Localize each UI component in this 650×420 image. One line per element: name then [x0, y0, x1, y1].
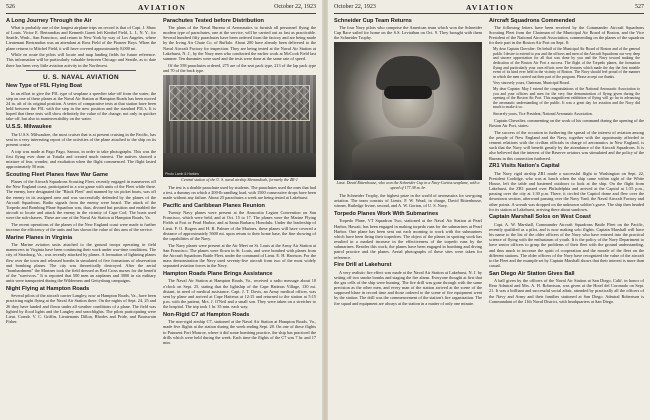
left-col2-top [163, 18, 316, 73]
page-number: 527 [635, 4, 644, 10]
paragraph: A trip was made at Pago Pago, Samoa, in order to take photographs. This was the first flying ever done at Tutuila and created much interest. The natives showed a mixture of fear, wonder, and exultation when the flight commenced. The flight lasted approximately 50 min. [6, 148, 156, 170]
page-number: 526 [6, 4, 15, 10]
article-heading: Non-Rigid C7 at Hampton Roads [163, 311, 250, 318]
article-heading: Aircraft Squadrons Commended [489, 17, 576, 24]
paragraph: The U.S.S. Milwaukee, the most cruiser that is at present cruising in the Pacific, has sent in a very interesting report of the activities of the plane attached to the ship on its present cruise. [6, 131, 156, 147]
paragraph: The test is a double parachute used by students. The parachutes used the ones that had a test, a dummy on which a 200-lb sandbag load, with 1500 consecutive drops have been made without any failure. About 25 parachutes a week are being tested at Lakehurst. [163, 184, 316, 201]
paragraph: A very realistic fire effect was made at the Naval Air Station at Lakehurst, N. J. by setting off two smoke bombs and staging the fire alarm. Everyone thought at first that the gas cells of the ship were burning. The fire drill was gone through with the same precision as the other men, and every man of the station arrived at the scene of the supposed blaze in record time and those ordered to the scene of fire equipment went by the station. The drill was the commencement of the station's fire organization. The fire squad and equipment are always at the station in a matter of only one minute. [334, 269, 482, 306]
article-heading: Hampton Roads Plane Brings Assistance [163, 270, 273, 277]
photo-caption: Lieut. David Rittenhouse, who won the Schneider Cup in a Navy-Curtiss seaplane, with a speed of 177.38 m. hr. [336, 180, 480, 191]
paragraph: In an effort to give the F5L type of seaplane a speedier take-off from the water, the step on one of these planes at the Naval Air Station at Hampton Roads has been moved 24 in. aft of its original position. A series of comparative tests at that station have been held between the F5L with the step in the new position and the standard F5L's. It is hoped that these tests will show definitely the value of the change, not only in quicker take-off, but also in maneuverability on the water. [6, 90, 156, 122]
quoted-letter: My dear Captain: May I extend the congratulations of the National Aeronautic Association to you and your officers and men for the very fine demonstration of flying given during the opening of the Boston Air Port. This magnificent exhibition of flying will go far in advancing the aeronautic understanding of the public. It was a great day for aviation and the Navy did much to make it so. [493, 87, 640, 110]
paragraph: While en route the pilots will locate and map landing fields for future reference. This information will be particularly valuable between Chicago and Seattle, as to date there has been very little aviation activity in the Northwest. [6, 52, 156, 68]
left-page [0, 0, 322, 420]
paragraph: The recent operations of the planes of the New England coast were made to further increase the efficiency of the units and has shown the value of this arm of the service. [6, 221, 156, 233]
masthead: AVIATION [466, 3, 515, 12]
paragraph: Torpedo Plane, VT Squadron Two, stationed at the Naval Air Station at Pearl Harbor, Hawaii, has been engaged in making torpedo runs for the submarines at Pearl Harbor. One plane has been sent out each morning to work with the submarines which have been firing their torpedoes. The object of the planes in spotting work has resulted in a marked increase in the effectiveness of the torpedo runs by the submarines. Besides this work, the planes have been engaged in bombing and diving patrol practice and the planes. Aerial photographs of these sites were taken for reference. [334, 218, 482, 260]
left-page-header [6, 3, 316, 14]
right-col1-top [334, 18, 482, 41]
article-heading: New Type of F5L Flying Boat [6, 83, 82, 90]
article-heading: A Long Journey Through the Air [6, 17, 92, 24]
paragraph: The following letters have been received by the Commander Aircraft Squadrons Scouting Fleet from the Chairman of the Municipal Air Board of Boston, and the Vice President of the National Aircraft Association, commending on the planes of the squadron for their part in the Boston Air Port on Sept. 8: [489, 24, 644, 46]
paragraph: The Marine aviation units attached to the ground troops operating in field maneuvers in Virginia have been continuing their work under war-time conditions. The city of Strasburg, Va., was recently attacked by planes. A formation of lightning planes flew over the town and released bombs in simulated of five formations of observation and bombing planes. The city was theoretically destroyed. After the aerial "bombardment" the Marines took the field dressed as Red Cross nurses for the benefit of the "survivors." It is reported that 500 men an airplanes and 3000 in six military units were transported during the Wilderness and Gettysburg campaigns. [6, 242, 156, 284]
article-heading: Parachutes Tested before Distribution [163, 17, 264, 24]
quoted-letter: My dear Captain Chevalier: On behalf of the Municipal Air Board of Boston and of the general public I desire to extend to you and the officers and men of the Aircraft Squadrons our very deep and sincere appreciation for all that was done by you and the Navy toward making the dedication of the Boston Air Port a success. The flight of the Torpedo planes, the formation flying and particularly your own efforts were the features which made the day the first notable event of its kind ever held in the vicinity of Boston. The Navy should feel proud of the manner in which the men carried out their part of the program. Please accept our thanks. [493, 47, 640, 79]
paragraph: A ball given by the officers of the Naval Air Station at San Diego, Calif. in honor of Rear Admiral and Mrs. A. H. Robertson, was given at the Hotel del Coronado on Sept. 21. It was a brilliant and successful social affair, attended by practically all the officers of the Navy and Army and their families stationed at San Diego. Admiral Robertson is Commandant of the 11th Naval District, with headquarters at San Diego. [489, 278, 644, 304]
photo-caption: Central station of the U. S. naval airship Shenandoah, formerly the ZR-1 [181, 177, 298, 182]
portrait-goggles [384, 86, 432, 99]
paragraph: The non-rigid airship C7, stationed at the Naval Air Station at Hampton Roads, Va., made five flights at the station during the week ending Sept. 28. On one of these flights to Patuxent Fort Monroe, where it did some bombing practice, the ship has practiced the drills which were held during the week. Each time the flights of the C7 was 7 hr. and 17 min. [163, 319, 316, 345]
right-column-1 [334, 15, 482, 417]
article-heading: U.S.S. Milwaukee [6, 124, 52, 131]
paragraph: Of the 558 parachutes ordered, 275 are of the seat pack type, 213 of the lap pack type and 70 of the back type. [163, 62, 316, 73]
quoted-letter: Sincerely yours, Vice President, National Aeronautic Association. [493, 111, 593, 116]
article-heading: Scouting Fleet Planes Have War Game [6, 171, 109, 178]
quoted-letter: Very sincerely yours, Chairman, Municipal Board. [493, 80, 570, 85]
article-heading: Schneider Cup Team Returns [334, 17, 412, 24]
left-col2-bottom [163, 185, 316, 345]
photo-credit: Photo Lamb & Harkins [165, 171, 199, 176]
left-column-1 [6, 15, 156, 417]
issue-date: October 22, 1923 [274, 4, 316, 10]
issue-date: October 22, 1923 [334, 4, 376, 10]
article-heading: Fire Drill at Lakehurst [334, 262, 392, 269]
airship-hangar-photo [163, 75, 316, 177]
paragraph: Capt. A. W. Marshall, Commander Aircraft Squadrons Battle Fleet on the Pacific, recently qualified as a pilot, and is now making solo flights. Captain Marshall will have his name to the list of the older officers of the Navy who have entered into the practical science of flying with the enthusiasm of youth. It is the policy of the Navy Department to have senior officers to grasp the problems of their fleet with the ground understanding, and thus much to increase the spirit of cooperation and the morale of the fleet on the different stations. The older officers of the Navy have recognized the value of the aircraft to the Fleet and the example set by Captain Marshall shows that their interest is more than casual. [489, 221, 644, 268]
article-heading: San Diego Air Station Gives Ball [489, 270, 575, 277]
right-column-2 [489, 15, 644, 417]
paragraph: What is probably one of the longest airplane trips on record is that of Capt. J. Shaw of Louis. Victor E. Bertrandias and Kenneth Garett left Kimbel Field, L. I., N. Y., for Seattle, Wash., San Francisco, and return to New York by way of Los Angeles, where Lieutenant Bertrandias was an attendant at Ross Field of the Pioneer Boys. When the plane returns to Mitchel Field, it will have covered approximately 8,000 mi. [6, 24, 156, 51]
paragraph: The Navy planes were present at the Air Meet on St. Louis at the Army Air Station at San Francisco. The planes were flown in St. Louis, and were bombed with planes from the Aircraft Squadrons Battle Fleet, under the command of Lieut. E. H. Harrison. For the mass demonstration the Navy used seventy-five aircraft from two of the most widely separated aviation forces in the Navy. [163, 242, 316, 269]
paragraph: Several pilots of the aircraft carrier Langley, now at Hampton Roads, Va., have been practicing night flying at the Naval Air Station there. On the nights of Sept. 24, 25 and 26 they have landed and flown under all weather conditions of a plane. The field was lighted by flood lights and the Langley and searchlights. The pilots participating were Lieut. Comdr. V. C. Griffin, Lieutenants Dillon, Rhodes and Pride, and Boatswain Fisher. [6, 293, 156, 325]
section-heading: U. S. NAVAL AVIATION [42, 73, 120, 81]
paragraph: Captain Chevalier, commenting on the work of his command during the opening of the Boston Air Port, states: [489, 117, 644, 128]
right-page-header [334, 3, 644, 14]
pilot-portrait-photo [334, 42, 482, 180]
paragraph: The success of the occasion in furthering the spread of the interest of aviation among the people of New England and the Navy, together with the opportunity afforded to cement relations with the civilian officials in charge of aeronautics in New England, is such that the Navy will benefit greatly by the attendance of the Aircraft Squadrons. It is also believed that the interest of the Reserve aviators was stimulated and the policy of the Bureau in this connection furthered. [489, 129, 644, 161]
left-column-2 [163, 15, 316, 417]
paragraph: The four Navy pilots who comprise the American team which won the Schneider Cup Race sailed for home on the S.S. Leviathan on Oct. 9. They brought with them the Schneider Trophy. [334, 24, 482, 41]
hangar-truss [169, 85, 310, 121]
paragraph: The Schneider Trophy, the highest prize in the world of aeronautics for sea-going aviation. The team consists of Lieuts. F. W. Wead, in charge, David Rittenhouse, winner, Rutledge Irvine, second, and A. W. Gorton, of U. S. Navy. [334, 193, 482, 209]
right-page [328, 0, 650, 420]
right-col1-bottom [334, 193, 482, 306]
article-heading: Pacific and Caribbean Planes Reunion [163, 202, 265, 209]
section-divider [26, 70, 136, 71]
paragraph: The Navy rigid airship ZR1 made a successful flight to Washington on Sept. 22, President Coolidge, who was at lunch when the ship came within sight of the White House, left the table and hastened outdoors to look at the ship. On the flight from Lakehurst, the ZR1 passed over Philadelphia and arrived at the Capital at 1:55 p.m., passing over the city at 1:30 p.m. There, it circled the Capitol dome and flew over the downtown section, afterward passing over the Navy Yard, the Naval Aircraft Factory and other points. A wreath was dropped on the unknown soldier's grave. The ship then headed for its station at Lakehurst, arriving there about sundown. [489, 170, 644, 212]
article-heading: ZR1 Visits Nation's Capital [489, 163, 560, 170]
portrait-helmet [376, 56, 440, 90]
paragraph: The plans of the Naval Bureau of Aeronautics to furnish all personnel flying the modern type of parachutes, one at the service, will be carried out as fast as practicable. Several hundred fifty parachutes have been ordered from the factory and are being made by the Irving Air Chute Co. of Buffalo. About 200 have already been delivered to the Naval Aircraft Factory for inspection. They are being tested at the Naval Air Station at Lakehurst, N. J., by the Navy men who conducted the earlier work at McCook Field last summer. Ten dummies were used and the tests were done at the same rate of speed. [163, 24, 316, 61]
article-heading: Night Flying at Hampton Roads [6, 285, 90, 292]
paragraph: Twenty Navy planes were present at the Anacostia Legion Convention on San Francisco, which were held, and at Oct. 15 to 17. The planes were the Marine Flying Fields at Fort or Pearl Harbor, and at Santa Barbara; Honolulu. Under the leadership of Lieut. F. O. Rogers and H. R. Palmer of the Marines, these planes will have covered a distance of approximately 5600 mi. upon return to their home base, the fine showing of the capabilities of the Navy. [163, 210, 316, 241]
article-heading: Captain Marshall Solos on West Coast [489, 214, 591, 221]
paragraph: The Naval Air Station at Hampton Roads, Va., received a radio message about 10 o'clock on Sept. 25, stating that the lightship of the Cape Hatteras Village, 130 mi. distant, in need of medical assistance. Capt. J. T. Davis, an Army medical officer, was sent by plane and arrived at Cape Hatteras at 12:15 and returned to the station at 5:15 p.m. with the patient, Mrs. J. O'Neil and a small son. They were taken on a stretcher to the hospital. The trip took 1 hr. 35 min. each way. [163, 278, 316, 310]
paragraph: Planes of the Aircraft Squadrons Scouting Fleet, recently engaged in maneuvers off the New England coast, participated in a war game with units of the Fleet while there. The enemy, here designated the "Black Fleet" and manned by six picket boats, was off the enemy in its assigned area and was successfully defended by the planes of the Aircraft Squadrons. Radio signals from the enemy were heard. The attack of the Torpedo and Bombing Plane Squadron was, thus, divined but position and enabled the aircraft to locate and attack the enemy in the vicinity of Cape Cod. The boats used were the sub-chasers. These are one of the Naval Air Station at Hampton Roads, Va. [6, 179, 156, 221]
masthead: AVIATION [138, 3, 187, 12]
portrait-collar [352, 136, 464, 180]
article-heading: Marine Planes in Virginia [6, 234, 73, 241]
article-heading: Torpedo Planes Work With Submarines [334, 211, 439, 218]
